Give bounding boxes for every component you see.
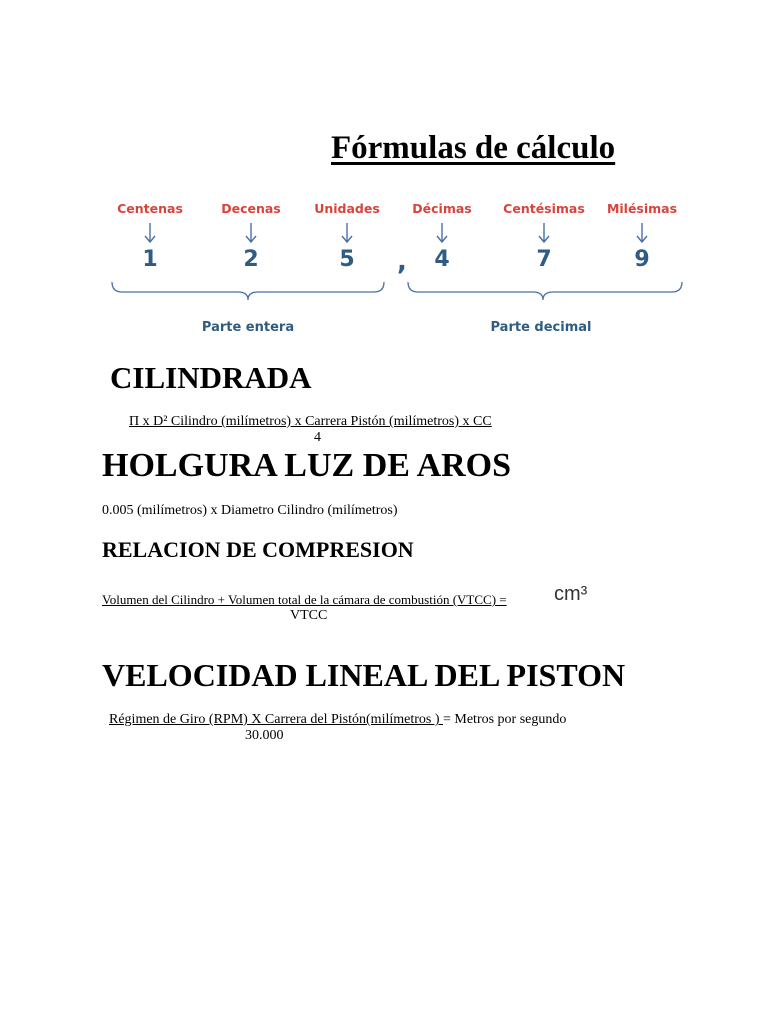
relacion-unit: cm³ bbox=[554, 583, 588, 605]
place-digit-1: 1 bbox=[142, 247, 158, 272]
cilindrada-heading: CILINDRADA bbox=[110, 360, 312, 395]
place-label-1: Centenas bbox=[117, 201, 183, 216]
place-value-diagram bbox=[100, 195, 706, 340]
down-arrow-icon bbox=[145, 223, 155, 242]
relacion-heading: RELACION DE COMPRESION bbox=[102, 537, 414, 562]
holgura-formula: 0.005 (milímetros) x Diametro Cilindro (milímetros) bbox=[102, 503, 398, 518]
velocidad-formula-numerator: Régimen de Giro (RPM) X Carrera del Pistón(milímetros ) bbox=[109, 712, 443, 727]
velocidad-formula-denominator: 30.000 bbox=[245, 728, 284, 743]
down-arrow-icon bbox=[246, 223, 256, 242]
place-label-2: Decenas bbox=[221, 201, 281, 216]
relacion-formula-numerator: Volumen del Cilindro + Volumen total de la cámara de combustión (VTCC) = bbox=[102, 592, 507, 607]
velocidad-heading: VELOCIDAD LINEAL DEL PISTON bbox=[102, 657, 626, 693]
place-label-4: Décimas bbox=[412, 201, 472, 216]
place-digit-5: 7 bbox=[536, 247, 552, 272]
brace-integer bbox=[112, 282, 384, 300]
velocidad-formula bbox=[109, 712, 566, 728]
place-label-3: Unidades bbox=[314, 201, 380, 216]
holgura-heading: HOLGURA LUZ DE AROS bbox=[102, 447, 512, 484]
place-digit-4: 4 bbox=[434, 247, 450, 272]
decimal-separator: , bbox=[397, 247, 407, 277]
group-label-integer: Parte entera bbox=[201, 320, 295, 335]
cilindrada-formula-numerator: Π x D² Cilindro (milímetros) x Carrera Pistón (milímetros) x CC bbox=[129, 414, 492, 429]
group-label-decimal: Parte decimal bbox=[490, 320, 592, 335]
place-digit-2: 2 bbox=[243, 247, 259, 272]
down-arrow-icon bbox=[637, 223, 647, 242]
down-arrow-icon bbox=[342, 223, 352, 242]
place-digit-6: 9 bbox=[634, 247, 650, 272]
place-label-5: Centésimas bbox=[503, 201, 585, 216]
brace-decimal bbox=[408, 282, 682, 300]
velocidad-formula-result: = Metros por segundo bbox=[443, 712, 567, 727]
page-title: Fórmulas de cálculo bbox=[331, 130, 616, 166]
place-digit-3: 5 bbox=[339, 247, 355, 272]
place-label-6: Milésimas bbox=[606, 201, 678, 216]
relacion-formula-denominator: VTCC bbox=[290, 608, 328, 623]
down-arrow-icon bbox=[539, 223, 549, 242]
cilindrada-formula-denominator: 4 bbox=[314, 430, 321, 445]
down-arrow-icon bbox=[437, 223, 447, 242]
